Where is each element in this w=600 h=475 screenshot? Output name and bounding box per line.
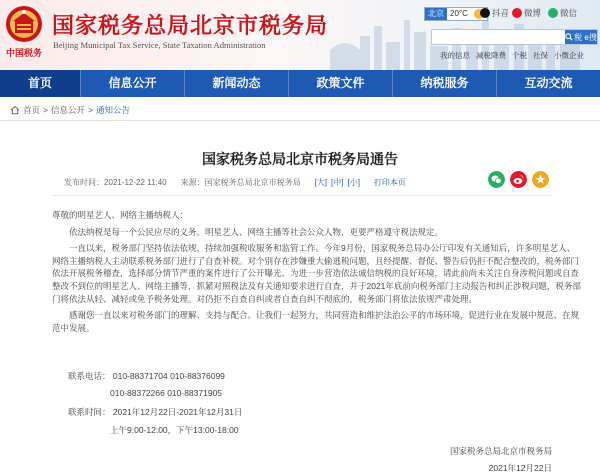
nav-tax-service[interactable]: 纳税服务 (420, 76, 469, 90)
nav-interaction[interactable]: 互动交流 (524, 76, 573, 90)
source-label: 来源： (180, 178, 205, 187)
breadcrumb (10, 104, 130, 116)
quicklink-small-business[interactable]: 小微企业 (554, 51, 584, 60)
nav-policy[interactable]: 政策文件 (316, 76, 365, 90)
meta-divider (52, 195, 552, 196)
wechat-label: 微信 (560, 8, 578, 18)
publish-date-label: 发布时间： (64, 178, 104, 187)
print-page-link[interactable]: 打印本页 (373, 178, 406, 187)
quicklink-my-info[interactable]: 我的信息 (440, 51, 470, 60)
logo-caption: 中国税务 (5, 49, 42, 59)
breadcrumb-separator: > (88, 105, 93, 115)
share-bar (488, 171, 549, 188)
wechat-icon (548, 8, 558, 18)
weather-widget[interactable] (424, 7, 488, 21)
breadcrumb-separator: > (43, 105, 48, 115)
nav-info-disclosure[interactable]: 信息公开 (108, 76, 157, 90)
font-size-large[interactable]: [大] (314, 178, 328, 187)
article-title: 国家税务总局北京市税务局通告 (202, 152, 398, 168)
signature-date: 2021年12月22日 (488, 463, 552, 473)
contact-time-label: 联系时间： (68, 407, 111, 417)
breadcrumb-notices[interactable]: 通知公告 (95, 105, 130, 115)
tax-emblem-logo[interactable] (4, 4, 44, 44)
quicklink-social-security[interactable]: 社保 (533, 51, 548, 60)
content-divider (0, 120, 600, 121)
contact-phone-line1 (68, 370, 225, 382)
nav-news[interactable]: 新闻动态 (212, 76, 261, 90)
search-button[interactable] (565, 30, 597, 44)
home-icon[interactable] (10, 105, 20, 115)
breadcrumb-home[interactable]: 首页 (23, 105, 41, 115)
wechat-link[interactable] (548, 7, 577, 19)
site-search (431, 29, 598, 45)
search-button-label: 税 e搜 (574, 32, 597, 42)
contact-phone-label: 联系电话： (68, 371, 111, 381)
contact-date-range: 2021年12月22日-2021年12月31日 (112, 407, 243, 417)
salutation: 尊敬的明星艺人、网络主播纳税人： (52, 210, 189, 220)
site-subtitle-en: Beijing Municipal Tax Service, State Taxation Administration (53, 40, 266, 50)
article-paragraph: 感谢您一直以来对税务部门的理解、支持与配合。让我们一起努力，共同营造和维护法治公平的市场环境，促进行业在发展中规范、在规范中发展。 (52, 310, 580, 333)
weibo-label: 微博 (524, 8, 542, 18)
article-meta (64, 177, 406, 188)
publish-date: 2021-12-22 11:40 (104, 178, 167, 187)
weather-city: 北京 (425, 8, 447, 20)
weibo-share-icon[interactable] (510, 171, 527, 188)
font-size-medium[interactable]: [中] (331, 178, 344, 187)
site-header (0, 0, 600, 70)
search-icon (565, 33, 573, 41)
source-value: 国家税务总局北京市税务局 (204, 178, 301, 187)
contact-phones: 010-88371704 010-88376099 (112, 371, 225, 381)
quicklink-personal-tax[interactable]: 个税 (512, 51, 527, 60)
breadcrumb-info-disclosure[interactable]: 信息公开 (50, 105, 85, 115)
douyin-icon (480, 8, 490, 18)
douyin-label: 抖音 (492, 8, 510, 18)
main-nav (0, 70, 600, 97)
search-input[interactable] (432, 30, 565, 44)
weibo-link[interactable] (512, 7, 541, 19)
favorite-share-icon[interactable] (532, 171, 549, 188)
douyin-link[interactable] (480, 7, 509, 19)
quick-links (440, 50, 584, 61)
nav-home[interactable]: 首页 (0, 70, 80, 97)
site-title[interactable]: 国家税务总局北京市税务局 (52, 14, 329, 39)
signature: 国家税务总局北京市税务局 (449, 446, 552, 456)
font-size-small[interactable]: [小] (347, 178, 360, 187)
quicklink-tax-reduction[interactable]: 减税降费 (476, 51, 506, 60)
wechat-share-icon[interactable] (488, 171, 505, 188)
weibo-icon (512, 8, 522, 18)
article-body (52, 209, 582, 334)
contact-hours: 上午9:00-12:00，下午13:00-18:00 (110, 425, 239, 435)
article-paragraph: 依法纳税是每一个公民应尽的义务。明星艺人、网络主播等社会公众人物，更要严格遵守税法规定。 (69, 226, 444, 237)
contact-phone-line2: 010-88372266 010-88371905 (110, 388, 223, 398)
article-paragraph: 一直以来，税务部门坚持依法依规，持续加强税收服务和监管工作。今年9月份，国家税务总局办公厅印发有关通知后，许多明星艺人、网络主播纳税人主动联系税务部门进行了自查补税。对个别存在涉嫌重大偷逃税问题，且经提醒、督促、警告后仍拒不配合整改的，税务部门依法开展税务稽查，选择部分情节严重的案件进行了公开曝光。为进一步营造依法诚信纳税的良好环境，请此前尚未关注自身涉税问题或自查整改不到位的明星艺人、网络主播等，抓紧对照税法及有关通知要求进行自查，并于2021年底前向税务部门主动报告和纠正涉税问题，税务部门将依法从轻、减轻或免予税务处理。对仍拒不自查自纠或者自查自纠不彻底的，税务部门将依法依规严肃处理。 (52, 243, 581, 304)
contact-time-line (68, 406, 242, 418)
weather-temperature: 20°C (450, 9, 468, 18)
